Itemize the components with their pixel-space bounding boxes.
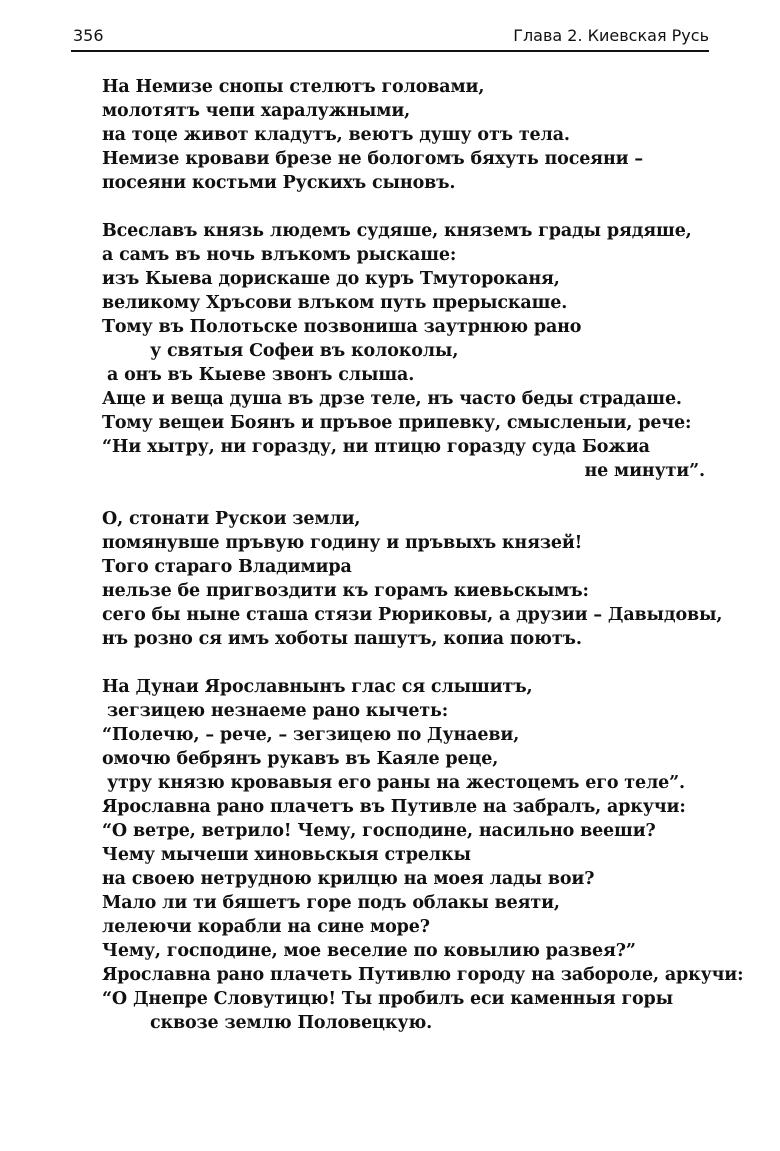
verse-line: на своею нетрудною крилцю на моея лады вои? — [102, 869, 595, 889]
verse-line: “О ветре, ветрило! Чему, господине, насильно вееши? — [102, 821, 656, 841]
verse-line: сквозе землю Половецкую. — [150, 1013, 433, 1033]
verse-line: а онъ въ Кыеве звонъ слыша. — [107, 365, 415, 385]
verse-line: изъ Кыева дорискаше до куръ Тмутороканя, — [102, 269, 560, 289]
verse-line: помянувше пръвую годину и пръвыхъ князей! — [102, 533, 583, 553]
verse-line: “О Днепре Словутицю! Ты пробилъ еси каменныя горы — [102, 989, 674, 1009]
verse-line: нъ розно ся имъ хоботы пашутъ, копиа поютъ. — [102, 629, 582, 649]
verse-line: Ярославна рано плачеть Путивлю городу на забороле, аркучи: — [102, 965, 744, 985]
verse-line: “Полечю, – рече, – зегзицею по Дунаеви, — [102, 725, 520, 745]
verse-line: Чему мычеши хиновьскыя стрелкы — [102, 845, 471, 865]
verse-line: лелеючи корабли на сине море? — [102, 917, 430, 937]
verse-line: великому Хръсови влъком путь прерыскаше. — [102, 293, 568, 313]
stanza-4 — [102, 675, 744, 1035]
stanza-1 — [102, 75, 722, 195]
verse-line: На Дунаи Ярославнынъ глас ся слышитъ, — [102, 677, 533, 697]
chapter-title: Глава 2. Киевская Русь — [513, 26, 709, 45]
stanza-3 — [102, 507, 722, 651]
verse-line: утру князю кровавыя его раны на жестоцемъ его теле”. — [107, 773, 685, 793]
verse-line: а самъ въ ночь влъкомъ рыскаше: — [102, 245, 457, 265]
verse-line: Тому вещеи Боянъ и пръвое припевку, смысленыи, рече: — [102, 413, 692, 433]
verse-line: Ярославна рано плачетъ въ Путивле на забралъ, аркучи: — [102, 797, 686, 817]
stanza-2 — [102, 219, 722, 483]
running-header — [71, 20, 709, 52]
verse-line: сего бы ныне сташа стязи Рюриковы, а друзии – Давыдовы, — [102, 605, 723, 625]
verse-line: Всеславъ князь людемъ судяше, княземъ грады рядяше, — [102, 221, 692, 241]
poem-text — [102, 75, 744, 1059]
verse-line: не минути”. — [584, 461, 705, 481]
verse-line: Чему, господине, мое веселие по ковылию развея?” — [102, 941, 636, 961]
verse-line: посеяни костьми Рускихъ сыновъ. — [102, 173, 456, 193]
verse-line: омочю бебрянъ рукавъ въ Каяле реце, — [102, 749, 499, 769]
verse-line: нельзе бе пригвоздити къ горамъ киевьскымъ: — [102, 581, 589, 601]
verse-line: зегзицею незнаеме рано кычеть: — [107, 701, 449, 721]
verse-line: Мало ли ти бяшетъ горе подъ облакы веяти, — [102, 893, 560, 913]
page-number: 356 — [73, 26, 104, 45]
verse-line: О, стонати Рускои земли, — [102, 509, 361, 529]
verse-line: молотятъ чепи харалужными, — [102, 101, 411, 121]
verse-line: Немизе кровави брезе не бологомъ бяхуть посеяни – — [102, 149, 643, 169]
verse-line: на тоце живот кладутъ, веютъ душу отъ тела. — [102, 125, 570, 145]
verse-line: Аще и веща душа въ дрзе теле, нъ часто беды страдаше. — [102, 389, 682, 409]
verse-line: На Немизе снопы стелютъ головами, — [102, 77, 485, 97]
verse-line: Того стараго Владимира — [102, 557, 352, 577]
verse-line: “Ни хытру, ни горазду, ни птицю горазду суда Божиа — [102, 437, 650, 457]
verse-line: у святыя Софеи въ колоколы, — [150, 341, 459, 361]
verse-line: Тому въ Полотьске позвониша заутрнюю рано — [102, 317, 582, 337]
